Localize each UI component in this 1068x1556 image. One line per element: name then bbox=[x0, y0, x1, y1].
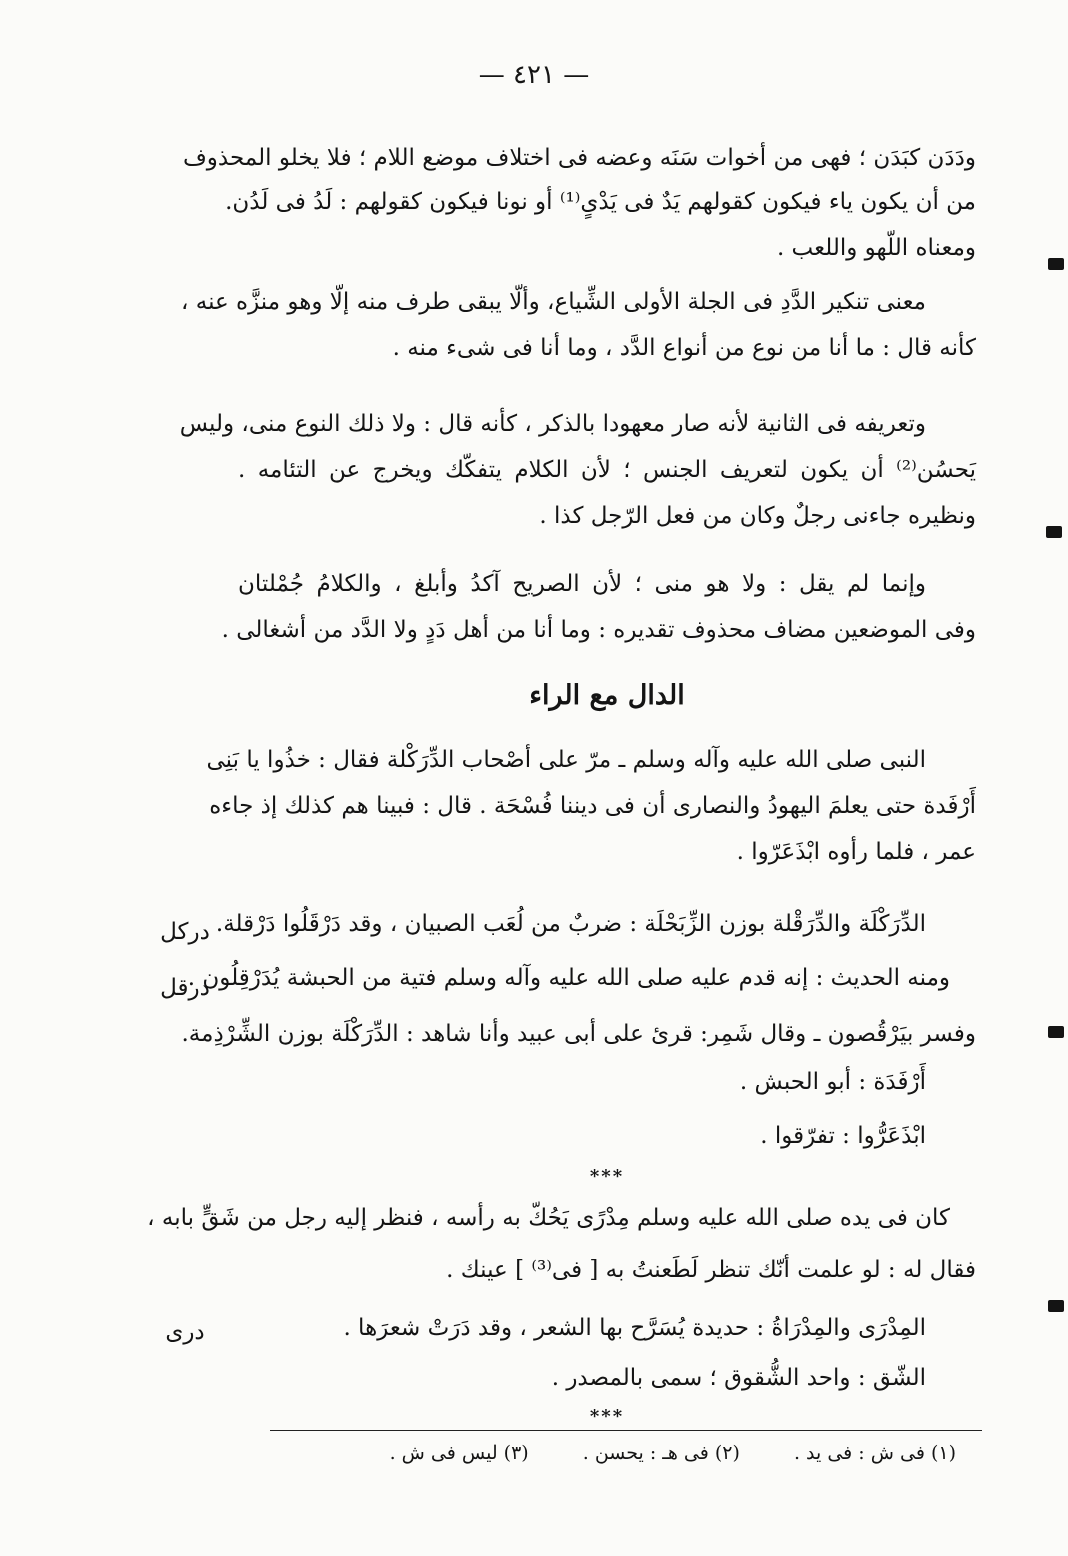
text-line: من أن يكون ياء فيكون كقولهم يَدٌ فى يَدْىٍ⁽¹⁾ أو نونا فيكون كقولهم : لَدُ فى لَدُن. bbox=[225, 189, 976, 215]
text-line: كأنه قال : ما أنا من نوع من أنواع الدَّد ، وما أنا فى شىء منه . bbox=[392, 335, 976, 361]
text-line: وفسر بيَرْقُصون ـ وقال شَمِر: قرئ على أبى عبيد وأنا شاهد : الدِّرَكْلَة بوزن الشِّرْذِمة. bbox=[181, 1021, 976, 1047]
margin-mark bbox=[1048, 1300, 1064, 1312]
text-line: ومنه الحديث : إنه قدم عليه صلى الله عليه وآله وسلم فتية من الحبشة يُدَرْقِلُون . bbox=[187, 965, 950, 991]
footnotes bbox=[342, 1436, 956, 1470]
footnote-rule bbox=[270, 1430, 982, 1431]
text-line: ونظيره جاءنى رجلٌ وكان من فعل الرّجل كذا . bbox=[539, 503, 976, 529]
margin-mark bbox=[1046, 526, 1062, 538]
footnote-2: (٢) فى هـ : يحسن . bbox=[582, 1442, 740, 1464]
separator-stars: *** bbox=[589, 1166, 625, 1187]
text-line: أَرْفَدة حتى يعلمَ اليهودُ والنصارى أن فى ديننا فُسْحَة . قال : فبينا هم كذلك إذ جاءه bbox=[209, 793, 976, 819]
text-line: الشّق : واحد الشُّقوق ؛ سمى بالمصدر . bbox=[551, 1365, 926, 1391]
margin-root-dari: درى bbox=[165, 1319, 205, 1345]
footnote-1: (١) فى ش : فى يد . bbox=[793, 1442, 956, 1464]
text-line: عمر ، فلما رأوه ابْذَعَرّوا . bbox=[736, 839, 976, 865]
page-number: — ٤٢١ — bbox=[478, 60, 590, 90]
text-line: كان فى يده صلى الله عليه وسلم مِدْرًى يَحُكّ به رأسه ، فنظر إليه رجل من شَقٍّ بابه ، bbox=[147, 1205, 950, 1231]
text-line: أَرْفَدَة : أبو الحبش . bbox=[739, 1069, 926, 1095]
text-line: وإنما لم يقل : ولا هو منى ؛ لأن الصريح آكدُ وأبلغ ، والكلامُ جُمْلتان bbox=[238, 571, 926, 597]
margin-mark bbox=[1048, 1026, 1064, 1038]
text-line: الدِّرَكْلَة والدِّرَقْلة بوزن الزِّبَحْلَة : ضربٌ من لُعَب الصبيان ، وقد دَرْقَلُوا دَرْقلة. bbox=[215, 911, 926, 937]
text-line: المِدْرَى والمِدْرَاةُ : حديدة يُسَرَّح بها الشعر ، وقد دَرَتْ شعرَها . bbox=[343, 1315, 926, 1341]
margin-root-dirkal: دركل bbox=[160, 919, 210, 945]
text-line: وفى الموضعين مضاف محذوف تقديره : وما أنا من أهل دَدٍ ولا الدَّد من أشغالى . bbox=[221, 617, 976, 643]
margin-mark bbox=[1048, 258, 1064, 270]
text-line: وتعريفه فى الثانية لأنه صار معهودا بالذكر ، كأنه قال : ولا ذلك النوع منى، وليس bbox=[179, 411, 926, 437]
text-line: ودَدَن كبَدَن ؛ فهى من أخوات سَنَه وعضه فى اختلاف موضع اللام ؛ فلا يخلو المحذوف bbox=[182, 145, 976, 171]
text-line: ابْذَعَرُّوا : تفرّقوا . bbox=[760, 1123, 926, 1149]
text-line: النبى صلى الله عليه وآله وسلم ـ مرّ على أصْحاب الدِّرَكْلة فقال : خذُوا يا بَنِى bbox=[206, 747, 926, 773]
text-line: ومعناه اللّهو واللعب . bbox=[776, 235, 976, 261]
margin-root-dirqal: درقل bbox=[160, 975, 210, 1001]
text-line: معنى تنكير الدَّدِ فى الجلة الأولى الشِّياع، وألّا يبقى طرف منه إلّا وهو منزَّه عنه ، bbox=[181, 289, 926, 315]
text-line: يَحسُن⁽²⁾ أن يكون لتعريف الجنس ؛ لأن الكلام يتفكّك ويخرج عن التئامه . bbox=[238, 457, 976, 483]
section-heading: الدال مع الراء bbox=[529, 680, 685, 711]
text-line: فقال له : لو علمت أنّك تنظر لَطَعنتُ به [ فى⁽³⁾ ] عينك . bbox=[446, 1257, 976, 1283]
separator-stars: *** bbox=[589, 1406, 625, 1427]
footnote-3: (٣) ليس فى ش . bbox=[389, 1442, 529, 1464]
